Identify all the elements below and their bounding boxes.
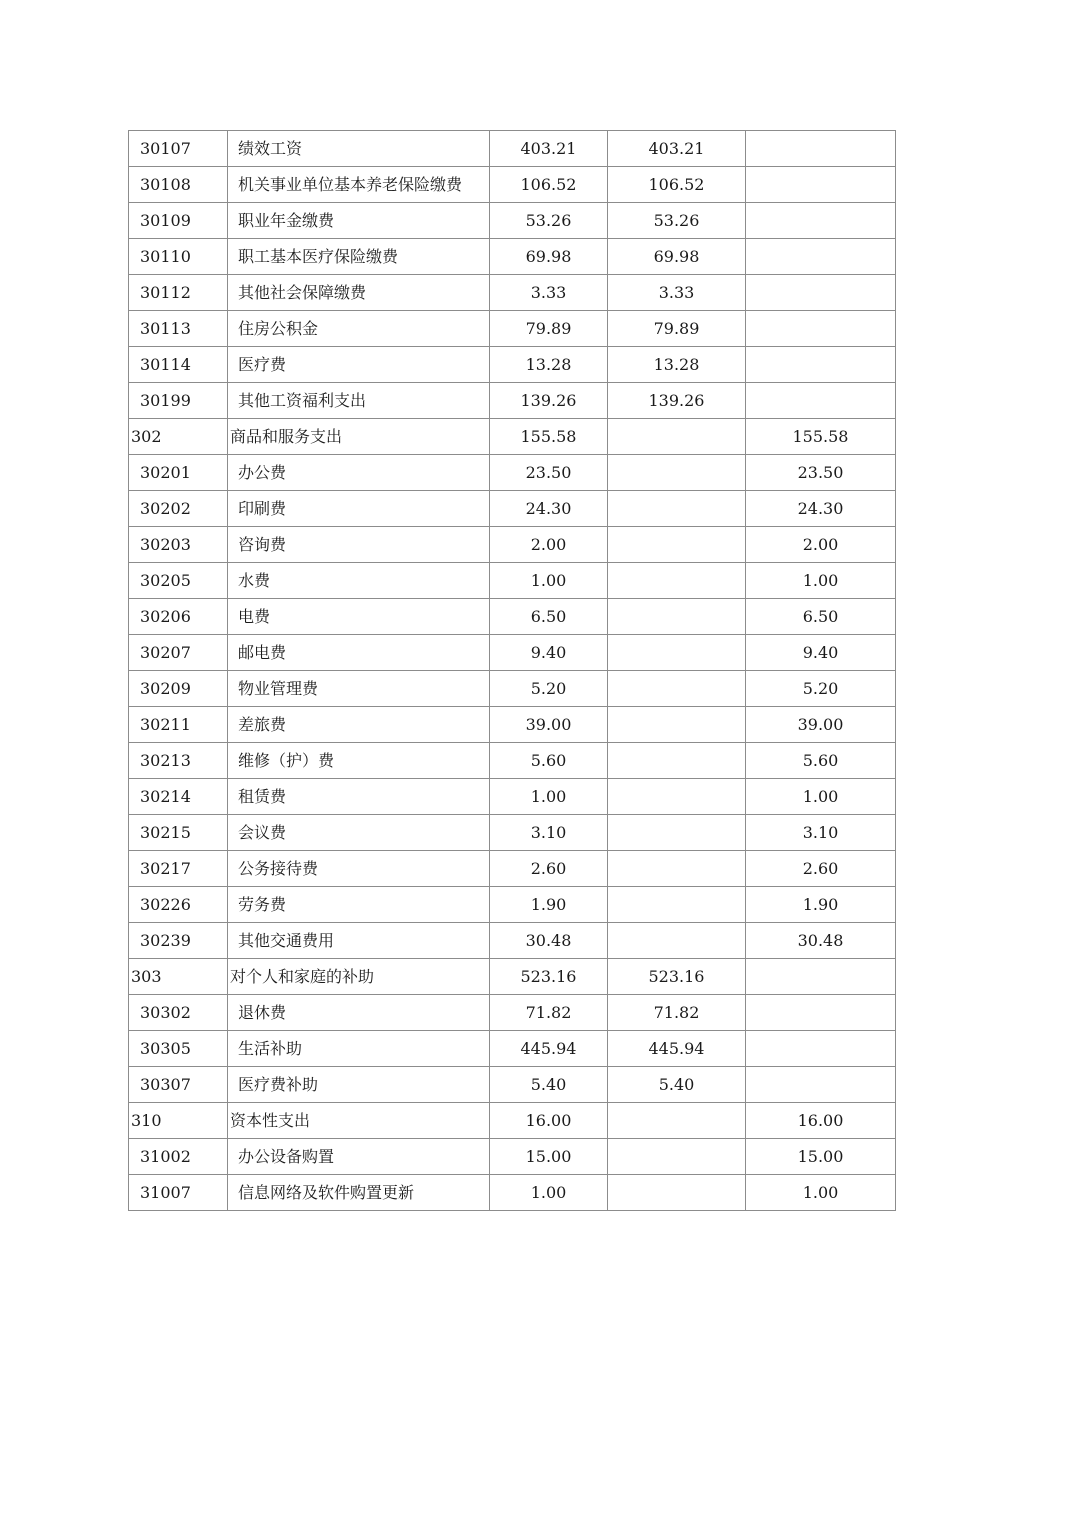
table-row [129,671,896,707]
account-code-cell: 302 [129,419,228,455]
basic-expenditure-cell [608,563,746,599]
total-amount-cell: 3.33 [490,275,608,311]
table-row [129,455,896,491]
account-code-cell: 30302 [129,995,228,1031]
account-code-cell: 30114 [129,347,228,383]
table-row [129,527,896,563]
total-amount-cell: 79.89 [490,311,608,347]
account-name-cell: 办公费 [228,455,490,491]
account-name-cell: 邮电费 [228,635,490,671]
account-code-cell: 31007 [129,1175,228,1211]
account-name-cell: 生活补助 [228,1031,490,1067]
account-name-cell: 其他工资福利支出 [228,383,490,419]
project-expenditure-cell: 24.30 [746,491,896,527]
project-expenditure-cell [746,239,896,275]
account-name-cell: 职业年金缴费 [228,203,490,239]
table-row [129,635,896,671]
account-code-cell: 303 [129,959,228,995]
project-expenditure-cell: 5.60 [746,743,896,779]
total-amount-cell: 106.52 [490,167,608,203]
basic-expenditure-cell [608,455,746,491]
total-amount-cell: 39.00 [490,707,608,743]
account-name-cell: 其他交通费用 [228,923,490,959]
basic-expenditure-cell: 79.89 [608,311,746,347]
total-amount-cell: 1.90 [490,887,608,923]
account-name-cell: 咨询费 [228,527,490,563]
basic-expenditure-cell: 13.28 [608,347,746,383]
total-amount-cell: 5.40 [490,1067,608,1103]
account-code-cell: 30239 [129,923,228,959]
project-expenditure-cell [746,131,896,167]
table-row [129,959,896,995]
account-code-cell: 30217 [129,851,228,887]
total-amount-cell: 24.30 [490,491,608,527]
basic-expenditure-cell: 445.94 [608,1031,746,1067]
project-expenditure-cell: 23.50 [746,455,896,491]
account-name-cell: 办公设备购置 [228,1139,490,1175]
total-amount-cell: 5.60 [490,743,608,779]
project-expenditure-cell: 1.00 [746,779,896,815]
project-expenditure-cell: 1.00 [746,563,896,599]
table-row [129,383,896,419]
basic-expenditure-cell [608,635,746,671]
account-code-cell: 30202 [129,491,228,527]
project-expenditure-cell: 5.20 [746,671,896,707]
table-row [129,815,896,851]
project-expenditure-cell: 2.60 [746,851,896,887]
account-code-cell: 30307 [129,1067,228,1103]
account-name-cell: 对个人和家庭的补助 [228,959,490,995]
account-name-cell: 差旅费 [228,707,490,743]
total-amount-cell: 9.40 [490,635,608,671]
table-row [129,311,896,347]
total-amount-cell: 155.58 [490,419,608,455]
table-row [129,419,896,455]
basic-expenditure-cell [608,491,746,527]
basic-expenditure-cell: 71.82 [608,995,746,1031]
account-code-cell: 30108 [129,167,228,203]
basic-expenditure-cell [608,743,746,779]
account-name-cell: 住房公积金 [228,311,490,347]
project-expenditure-cell [746,311,896,347]
account-code-cell: 30112 [129,275,228,311]
total-amount-cell: 445.94 [490,1031,608,1067]
project-expenditure-cell [746,275,896,311]
budget-table-body [129,131,896,1211]
table-row [129,1031,896,1067]
table-row [129,779,896,815]
table-row [129,851,896,887]
total-amount-cell: 2.00 [490,527,608,563]
basic-expenditure-cell: 3.33 [608,275,746,311]
total-amount-cell: 1.00 [490,779,608,815]
table-row [129,347,896,383]
project-expenditure-cell [746,203,896,239]
table-row [129,995,896,1031]
account-name-cell: 印刷费 [228,491,490,527]
total-amount-cell: 3.10 [490,815,608,851]
table-row [129,275,896,311]
project-expenditure-cell: 1.00 [746,1175,896,1211]
account-name-cell: 资本性支出 [228,1103,490,1139]
table-row [129,1175,896,1211]
basic-expenditure-cell [608,923,746,959]
total-amount-cell: 5.20 [490,671,608,707]
table-row [129,491,896,527]
account-name-cell: 物业管理费 [228,671,490,707]
account-code-cell: 30206 [129,599,228,635]
project-expenditure-cell [746,1067,896,1103]
project-expenditure-cell [746,1031,896,1067]
project-expenditure-cell [746,347,896,383]
table-row [129,131,896,167]
project-expenditure-cell: 6.50 [746,599,896,635]
account-code-cell: 30209 [129,671,228,707]
project-expenditure-cell [746,995,896,1031]
total-amount-cell: 523.16 [490,959,608,995]
basic-expenditure-cell: 139.26 [608,383,746,419]
account-code-cell: 30201 [129,455,228,491]
total-amount-cell: 71.82 [490,995,608,1031]
account-name-cell: 维修（护）费 [228,743,490,779]
account-code-cell: 30215 [129,815,228,851]
total-amount-cell: 1.00 [490,1175,608,1211]
total-amount-cell: 13.28 [490,347,608,383]
account-name-cell: 会议费 [228,815,490,851]
total-amount-cell: 2.60 [490,851,608,887]
total-amount-cell: 69.98 [490,239,608,275]
basic-expenditure-cell [608,1103,746,1139]
basic-expenditure-cell: 106.52 [608,167,746,203]
basic-expenditure-cell: 523.16 [608,959,746,995]
table-row [129,707,896,743]
basic-expenditure-cell: 53.26 [608,203,746,239]
table-row [129,1103,896,1139]
basic-expenditure-cell [608,887,746,923]
project-expenditure-cell: 39.00 [746,707,896,743]
basic-expenditure-cell [608,815,746,851]
table-row [129,887,896,923]
total-amount-cell: 16.00 [490,1103,608,1139]
project-expenditure-cell: 1.90 [746,887,896,923]
project-expenditure-cell: 3.10 [746,815,896,851]
account-name-cell: 医疗费补助 [228,1067,490,1103]
total-amount-cell: 15.00 [490,1139,608,1175]
table-row [129,743,896,779]
account-name-cell: 医疗费 [228,347,490,383]
table-row [129,1067,896,1103]
basic-expenditure-cell [608,599,746,635]
account-name-cell: 公务接待费 [228,851,490,887]
basic-expenditure-cell: 69.98 [608,239,746,275]
account-code-cell: 30213 [129,743,228,779]
account-name-cell: 劳务费 [228,887,490,923]
basic-expenditure-cell [608,527,746,563]
basic-expenditure-cell: 403.21 [608,131,746,167]
account-code-cell: 30226 [129,887,228,923]
account-name-cell: 机关事业单位基本养老保险缴费 [228,167,490,203]
account-code-cell: 30109 [129,203,228,239]
account-name-cell: 信息网络及软件购置更新 [228,1175,490,1211]
basic-expenditure-cell: 5.40 [608,1067,746,1103]
project-expenditure-cell: 155.58 [746,419,896,455]
total-amount-cell: 403.21 [490,131,608,167]
basic-expenditure-cell [608,851,746,887]
table-row [129,203,896,239]
account-name-cell: 商品和服务支出 [228,419,490,455]
account-code-cell: 30214 [129,779,228,815]
basic-expenditure-cell [608,779,746,815]
account-code-cell: 30207 [129,635,228,671]
basic-expenditure-cell [608,1139,746,1175]
account-name-cell: 租赁费 [228,779,490,815]
project-expenditure-cell [746,959,896,995]
table-row [129,599,896,635]
table-row [129,923,896,959]
account-code-cell: 30203 [129,527,228,563]
total-amount-cell: 23.50 [490,455,608,491]
account-name-cell: 退休费 [228,995,490,1031]
account-code-cell: 30107 [129,131,228,167]
basic-expenditure-cell [608,419,746,455]
account-code-cell: 30113 [129,311,228,347]
table-row [129,563,896,599]
table-row [129,1139,896,1175]
project-expenditure-cell: 16.00 [746,1103,896,1139]
account-code-cell: 310 [129,1103,228,1139]
project-expenditure-cell: 2.00 [746,527,896,563]
budget-table [128,130,896,1211]
project-expenditure-cell: 30.48 [746,923,896,959]
project-expenditure-cell: 9.40 [746,635,896,671]
total-amount-cell: 53.26 [490,203,608,239]
account-name-cell: 职工基本医疗保险缴费 [228,239,490,275]
project-expenditure-cell: 15.00 [746,1139,896,1175]
account-code-cell: 31002 [129,1139,228,1175]
account-code-cell: 30199 [129,383,228,419]
account-code-cell: 30211 [129,707,228,743]
project-expenditure-cell [746,167,896,203]
account-name-cell: 水费 [228,563,490,599]
table-row [129,167,896,203]
basic-expenditure-cell [608,707,746,743]
account-name-cell: 电费 [228,599,490,635]
account-code-cell: 30205 [129,563,228,599]
basic-expenditure-cell [608,1175,746,1211]
total-amount-cell: 30.48 [490,923,608,959]
total-amount-cell: 139.26 [490,383,608,419]
project-expenditure-cell [746,383,896,419]
basic-expenditure-cell [608,671,746,707]
total-amount-cell: 6.50 [490,599,608,635]
account-name-cell: 其他社会保障缴费 [228,275,490,311]
total-amount-cell: 1.00 [490,563,608,599]
account-code-cell: 30305 [129,1031,228,1067]
account-code-cell: 30110 [129,239,228,275]
table-row [129,239,896,275]
account-name-cell: 绩效工资 [228,131,490,167]
